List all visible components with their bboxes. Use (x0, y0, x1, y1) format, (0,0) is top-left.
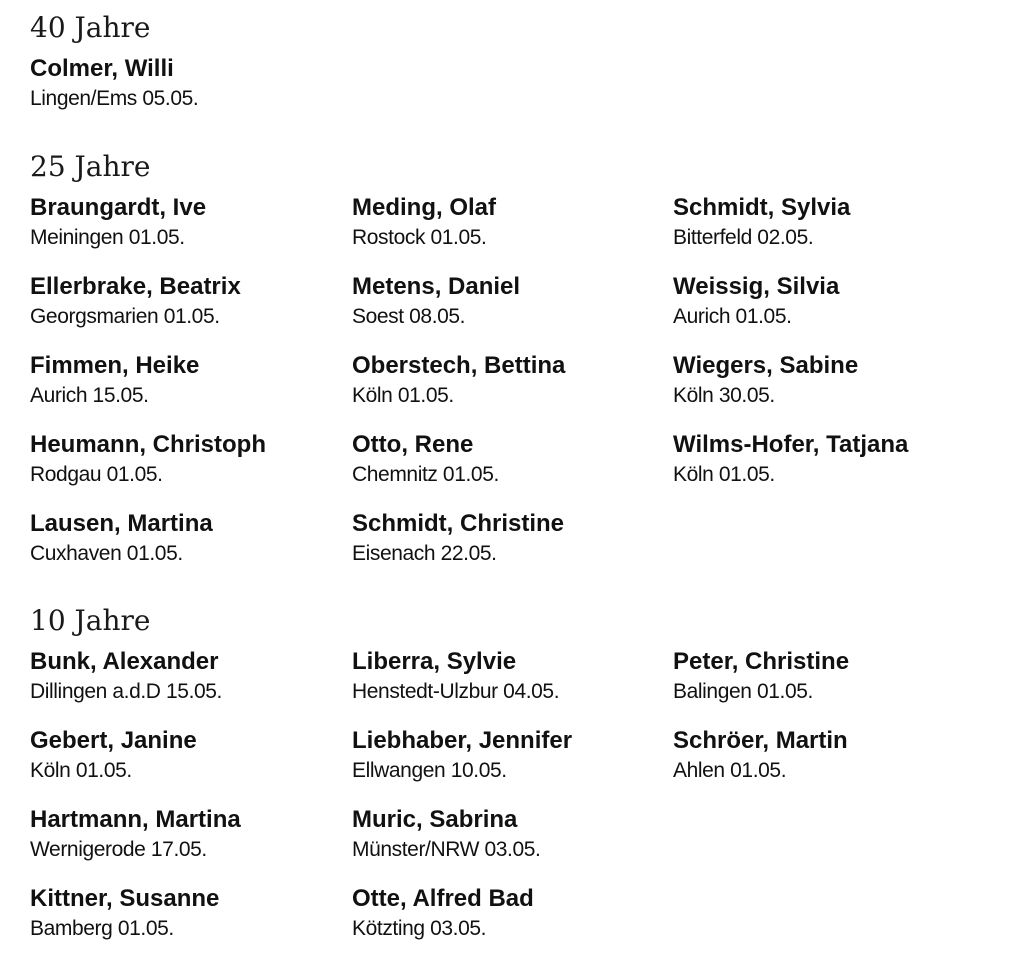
person-name: Muric, Sabrina (352, 806, 518, 833)
list-item (673, 727, 993, 806)
person-location-date: Eisenach 22.05. (352, 542, 497, 565)
list-item (673, 648, 993, 727)
list-item (30, 55, 350, 134)
person-name: Wilms-Hofer, Tatjana (673, 431, 909, 458)
person-location-date: Köln 01.05. (673, 463, 775, 486)
list-item (30, 352, 350, 431)
list-item (673, 352, 993, 431)
person-name: Otto, Rene (352, 431, 474, 458)
column-1 (30, 55, 350, 134)
person-location-date: Georgsmarien 01.05. (30, 305, 220, 328)
person-location-date: Chemnitz 01.05. (352, 463, 499, 486)
list-item (30, 727, 350, 806)
person-location-date: Köln 01.05. (30, 759, 132, 782)
person-name: Braungardt, Ive (30, 194, 207, 221)
person-location-date: Dillingen a.d.D 15.05. (30, 680, 222, 703)
list-item (352, 194, 672, 273)
list-item (673, 273, 993, 352)
person-name: Ellerbrake, Beatrix (30, 273, 241, 300)
list-item (30, 648, 350, 727)
column-2 (352, 194, 672, 589)
list-item (30, 885, 350, 964)
person-name: Schmidt, Christine (352, 510, 565, 537)
list-item (352, 727, 672, 806)
person-location-date: Aurich 01.05. (673, 305, 792, 328)
list-item (673, 194, 993, 273)
person-name: Otte, Alfred Bad (352, 885, 534, 912)
person-location-date: Aurich 15.05. (30, 384, 149, 407)
list-item (352, 806, 672, 885)
column-3 (673, 648, 993, 806)
list-item (673, 431, 993, 510)
person-location-date: Cuxhaven 01.05. (30, 542, 183, 565)
person-location-date: Lingen/Ems 05.05. (30, 87, 199, 110)
person-name: Metens, Daniel (352, 273, 521, 300)
person-name: Colmer, Willi (30, 55, 174, 82)
list-item (352, 273, 672, 352)
column-2 (352, 648, 672, 964)
person-location-date: Rodgau 01.05. (30, 463, 163, 486)
person-location-date: Meiningen 01.05. (30, 226, 185, 249)
person-name: Meding, Olaf (352, 194, 496, 221)
column-1 (30, 194, 350, 589)
person-location-date: Wernigerode 17.05. (30, 838, 207, 861)
person-name: Liberra, Sylvie (352, 648, 517, 675)
person-name: Weissig, Silvia (673, 273, 840, 300)
list-item (352, 648, 672, 727)
list-item (30, 510, 350, 589)
person-location-date: Köln 01.05. (352, 384, 454, 407)
person-location-date: Henstedt-Ulzbur 04.05. (352, 680, 560, 703)
list-item (30, 806, 350, 885)
list-item (352, 431, 672, 510)
person-name: Lausen, Martina (30, 510, 213, 537)
person-location-date: Münster/NRW 03.05. (352, 838, 541, 861)
person-name: Liebhaber, Jennifer (352, 727, 573, 754)
person-name: Schröer, Martin (673, 727, 848, 754)
person-location-date: Kötzting 03.05. (352, 917, 487, 940)
column-1 (30, 648, 350, 964)
list-item (352, 885, 672, 964)
list-item (30, 273, 350, 352)
person-name: Kittner, Susanne (30, 885, 220, 912)
person-name: Fimmen, Heike (30, 352, 200, 379)
person-location-date: Balingen 01.05. (673, 680, 813, 703)
person-location-date: Köln 30.05. (673, 384, 775, 407)
person-location-date: Ellwangen 10.05. (352, 759, 507, 782)
person-name: Schmidt, Sylvia (673, 194, 851, 221)
person-name: Wiegers, Sabine (673, 352, 859, 379)
section-heading-10-jahre: 10 Jahre (30, 604, 151, 637)
person-name: Hartmann, Martina (30, 806, 241, 833)
person-name: Bunk, Alexander (30, 648, 219, 675)
person-location-date: Bitterfeld 02.05. (673, 226, 814, 249)
list-item (352, 510, 672, 589)
person-location-date: Ahlen 01.05. (673, 759, 787, 782)
person-location-date: Bamberg 01.05. (30, 917, 174, 940)
person-name: Heumann, Christoph (30, 431, 267, 458)
person-name: Peter, Christine (673, 648, 850, 675)
person-name: Gebert, Janine (30, 727, 197, 754)
section-heading-25-jahre: 25 Jahre (30, 150, 151, 183)
list-item (30, 431, 350, 510)
person-location-date: Soest 08.05. (352, 305, 466, 328)
section-heading-40-jahre: 40 Jahre (30, 11, 151, 44)
list-item (30, 194, 350, 273)
person-name: Oberstech, Bettina (352, 352, 566, 379)
column-3 (673, 194, 993, 510)
list-item (352, 352, 672, 431)
person-location-date: Rostock 01.05. (352, 226, 487, 249)
